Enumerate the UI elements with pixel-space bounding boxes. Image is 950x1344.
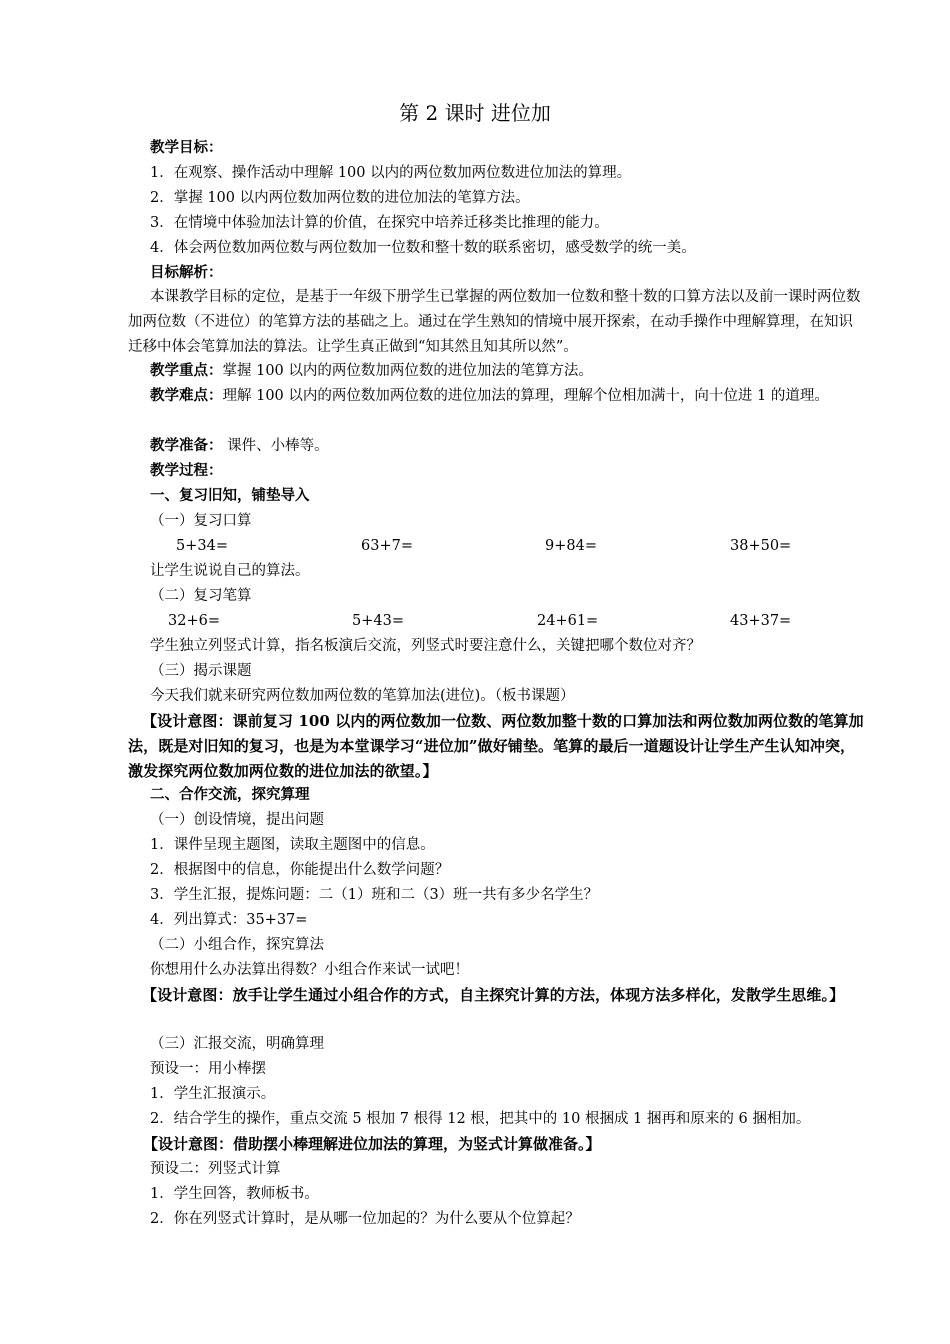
step-item: 3．学生汇报，提炼问题：二（1）班和二（3）班一共有多少名学生？ [150,887,599,903]
difficulty [128,383,864,409]
preset1-step: 2．结合学生的操作，重点交流 5 根加 7 根得 12 根，把其中的 10 根捆成 1 捆再和原来的 6 捆相加。 [150,1111,811,1127]
section2-sub2: （二）小组合作，探究算法 [150,937,324,953]
key-point [150,360,593,382]
written-expr: 43+37= [730,613,792,629]
oral-expr: 63+7= [361,538,413,554]
preset1-step: 1．学生汇报演示。 [150,1086,276,1102]
prep-label: 教学准备： [150,437,223,454]
section2-heading: 二、合作交流，探究算理 [150,786,310,803]
goals-heading: 教学目标： [150,139,223,156]
goal-item: 3．在情境中体验加法计算的价值，在探究中培养迁移类比推理的能力。 [150,215,609,231]
written-expr: 32+6= [168,613,220,629]
preset2-step: 1．学生回答，教师板书。 [150,1186,319,1202]
prompt-line: 你想用什么办法算出得数？小组合作来试一试吧！ [150,962,469,978]
preset1-heading: 预设一：用小棒摆 [150,1061,266,1077]
section1-heading: 一、复习旧知，铺垫导入 [150,487,310,504]
written-note: 学生独立列竖式计算，指名板演后交流，列竖式时要注意什么，关键把哪个数位对齐？ [150,638,701,654]
oral-expr: 5+34= [176,538,228,554]
design-intent-2: 【设计意图：放手让学生通过小组合作的方式，自主探究计算的方法，体现方法多样化，发散学生思维。】 [142,986,845,1004]
design-intent-3: 【设计意图：借助摆小棒理解进位加法的算理，为竖式计算做准备。】 [143,1135,601,1153]
written-expr: 24+61= [537,613,599,629]
analysis-heading: 目标解析： [150,264,223,281]
key-point-text: 掌握 100 以内的两位数加两位数的进位加法的笔算方法。 [222,363,593,379]
section1-sub2: （二）复习笔算 [150,588,252,604]
oral-note: 让学生说说自己的算法。 [150,563,310,579]
analysis-text: 本课教学目标的定位，是基于一年级下册学生已掌握的两位数加一位数和整十数的口算方法以及前一课时两位数加两位数（不进位）的笔算方法的基础之上。通过在学生熟知的情境中展开探索，在动手操作中理解算理，在知识迁移中体会笔算加法的算法。让学生真正做到“知其然且知其所以然”。 [128,289,861,355]
section1-sub3: （三）揭示课题 [150,663,252,679]
section2-sub1: （一）创设情境，提出问题 [150,812,324,828]
section1-sub1: （一）复习口算 [150,513,252,529]
difficulty-text: 理解 100 以内的两位数加两位数的进位加法的算理，理解个位相加满十，向十位进 1 的道理。 [222,388,829,404]
goal-item: 1．在观察、操作活动中理解 100 以内的两位数加两位数进位加法的算理。 [150,165,632,181]
preset2-heading: 预设二：列竖式计算 [150,1161,281,1177]
key-point-label: 教学重点： [150,362,223,379]
goal-item: 2．掌握 100 以内两位数加两位数的进位加法的笔算方法。 [150,190,530,206]
prep-text: 课件、小棒等。 [222,438,329,454]
oral-expr: 9+84= [545,538,597,554]
step-item: 2．根据图中的信息，你能提出什么数学问题？ [150,862,450,878]
oral-expr: 38+50= [730,538,792,554]
goal-item: 4．体会两位数加两位数与两位数加一位数和整十数的联系密切，感受数学的统一美。 [150,240,696,256]
prep [150,435,329,457]
page-title: 第 2 课时 进位加 [399,101,551,125]
step-item: 1．课件呈现主题图，读取主题图中的信息。 [150,837,435,853]
written-expr: 5+43= [352,613,404,629]
design-intent-1: 【设计意图：课前复习 100 以内的两位数加一位数、两位数加整十数的口算加法和两位数加两位数的笔算加法，既是对旧知的复习，也是为本堂课学习“进位加”做好铺垫。笔算的最后一道题设计让学生产生认知冲突，激发探究两位数加两位数的进位加法的欲望。】 [128,712,864,780]
preset2-step: 2．你在列竖式计算时，是从哪一位加起的？为什么要从个位算起？ [150,1211,580,1227]
section2-sub3: （三）汇报交流，明确算理 [150,1036,324,1052]
process-heading: 教学过程： [150,462,223,479]
step-item: 4．列出算式：35+37= [150,912,308,928]
difficulty-label: 教学难点： [150,387,223,404]
topic-line: 今天我们就来研究两位数加两位数的笔算加法(进位)。（板书课题） [150,688,575,704]
